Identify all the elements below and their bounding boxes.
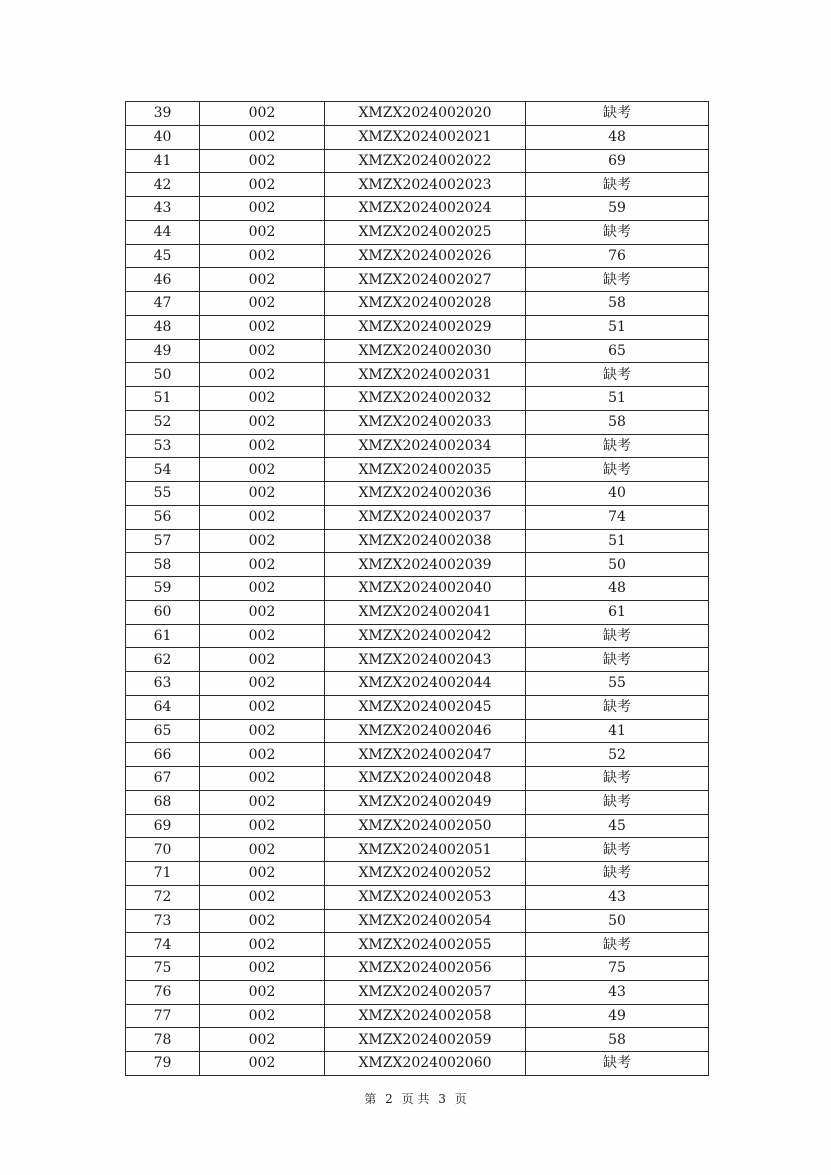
score-cell: 43 xyxy=(526,885,709,909)
table-row xyxy=(126,1028,709,1052)
footer-prefix: 第 xyxy=(364,1092,377,1106)
group-code-cell: 002 xyxy=(200,268,325,292)
table-row xyxy=(126,125,709,149)
row-index-cell: 66 xyxy=(126,743,200,767)
group-code-cell: 002 xyxy=(200,173,325,197)
group-code-cell: 002 xyxy=(200,862,325,886)
table-row xyxy=(126,933,709,957)
score-cell: 缺考 xyxy=(526,790,709,814)
score-cell: 缺考 xyxy=(526,767,709,791)
table-row xyxy=(126,743,709,767)
score-cell: 69 xyxy=(526,149,709,173)
row-index-cell: 56 xyxy=(126,505,200,529)
group-code-cell: 002 xyxy=(200,577,325,601)
table-row xyxy=(126,434,709,458)
score-cell: 缺考 xyxy=(526,695,709,719)
exam-id-cell: XMZX2024002041 xyxy=(325,600,526,624)
group-code-cell: 002 xyxy=(200,1052,325,1076)
table-row xyxy=(126,149,709,173)
group-code-cell: 002 xyxy=(200,933,325,957)
table-row xyxy=(126,268,709,292)
row-index-cell: 45 xyxy=(126,244,200,268)
exam-id-cell: XMZX2024002052 xyxy=(325,862,526,886)
group-code-cell: 002 xyxy=(200,885,325,909)
table-row xyxy=(126,767,709,791)
row-index-cell: 69 xyxy=(126,814,200,838)
exam-id-cell: XMZX2024002053 xyxy=(325,885,526,909)
table-row xyxy=(126,719,709,743)
table-row xyxy=(126,315,709,339)
table-row xyxy=(126,980,709,1004)
row-index-cell: 55 xyxy=(126,482,200,506)
group-code-cell: 002 xyxy=(200,957,325,981)
score-cell: 缺考 xyxy=(526,648,709,672)
table-row xyxy=(126,173,709,197)
exam-id-cell: XMZX2024002049 xyxy=(325,790,526,814)
score-cell: 75 xyxy=(526,957,709,981)
exam-id-cell: XMZX2024002044 xyxy=(325,672,526,696)
score-cell: 49 xyxy=(526,1004,709,1028)
group-code-cell: 002 xyxy=(200,292,325,316)
footer-suffix: 页 xyxy=(454,1092,467,1106)
score-cell: 40 xyxy=(526,482,709,506)
table-row xyxy=(126,624,709,648)
exam-id-cell: XMZX2024002048 xyxy=(325,767,526,791)
row-index-cell: 76 xyxy=(126,980,200,1004)
group-code-cell: 002 xyxy=(200,719,325,743)
score-cell: 50 xyxy=(526,553,709,577)
score-cell: 缺考 xyxy=(526,862,709,886)
exam-id-cell: XMZX2024002021 xyxy=(325,125,526,149)
table-row xyxy=(126,814,709,838)
exam-id-cell: XMZX2024002022 xyxy=(325,149,526,173)
footer-current-page: 2 xyxy=(385,1092,393,1106)
score-cell: 74 xyxy=(526,505,709,529)
group-code-cell: 002 xyxy=(200,648,325,672)
exam-id-cell: XMZX2024002039 xyxy=(325,553,526,577)
row-index-cell: 52 xyxy=(126,410,200,434)
exam-id-cell: XMZX2024002051 xyxy=(325,838,526,862)
row-index-cell: 67 xyxy=(126,767,200,791)
exam-id-cell: XMZX2024002031 xyxy=(325,363,526,387)
exam-id-cell: XMZX2024002056 xyxy=(325,957,526,981)
row-index-cell: 72 xyxy=(126,885,200,909)
row-index-cell: 51 xyxy=(126,387,200,411)
table-row xyxy=(126,363,709,387)
group-code-cell: 002 xyxy=(200,672,325,696)
group-code-cell: 002 xyxy=(200,790,325,814)
score-cell: 缺考 xyxy=(526,624,709,648)
exam-id-cell: XMZX2024002033 xyxy=(325,410,526,434)
table-row xyxy=(126,387,709,411)
score-cell: 51 xyxy=(526,315,709,339)
table-row xyxy=(126,553,709,577)
exam-id-cell: XMZX2024002038 xyxy=(325,529,526,553)
exam-id-cell: XMZX2024002025 xyxy=(325,220,526,244)
group-code-cell: 002 xyxy=(200,505,325,529)
score-cell: 缺考 xyxy=(526,363,709,387)
group-code-cell: 002 xyxy=(200,315,325,339)
score-cell: 51 xyxy=(526,387,709,411)
group-code-cell: 002 xyxy=(200,339,325,363)
score-cell: 缺考 xyxy=(526,102,709,126)
page-footer xyxy=(0,1090,831,1107)
group-code-cell: 002 xyxy=(200,814,325,838)
scores-table xyxy=(125,101,709,1076)
score-cell: 43 xyxy=(526,980,709,1004)
table-row xyxy=(126,1052,709,1076)
table-row xyxy=(126,838,709,862)
row-index-cell: 79 xyxy=(126,1052,200,1076)
row-index-cell: 40 xyxy=(126,125,200,149)
row-index-cell: 73 xyxy=(126,909,200,933)
table-row xyxy=(126,672,709,696)
row-index-cell: 70 xyxy=(126,838,200,862)
score-cell: 缺考 xyxy=(526,268,709,292)
exam-id-cell: XMZX2024002032 xyxy=(325,387,526,411)
score-cell: 52 xyxy=(526,743,709,767)
row-index-cell: 75 xyxy=(126,957,200,981)
table-row xyxy=(126,339,709,363)
group-code-cell: 002 xyxy=(200,909,325,933)
table-row xyxy=(126,197,709,221)
table-row xyxy=(126,244,709,268)
score-cell: 缺考 xyxy=(526,1052,709,1076)
group-code-cell: 002 xyxy=(200,743,325,767)
exam-id-cell: XMZX2024002046 xyxy=(325,719,526,743)
exam-id-cell: XMZX2024002020 xyxy=(325,102,526,126)
table-row xyxy=(126,102,709,126)
group-code-cell: 002 xyxy=(200,838,325,862)
table-row xyxy=(126,505,709,529)
row-index-cell: 60 xyxy=(126,600,200,624)
exam-id-cell: XMZX2024002026 xyxy=(325,244,526,268)
exam-id-cell: XMZX2024002023 xyxy=(325,173,526,197)
exam-id-cell: XMZX2024002050 xyxy=(325,814,526,838)
group-code-cell: 002 xyxy=(200,767,325,791)
row-index-cell: 58 xyxy=(126,553,200,577)
row-index-cell: 74 xyxy=(126,933,200,957)
group-code-cell: 002 xyxy=(200,458,325,482)
score-cell: 58 xyxy=(526,292,709,316)
footer-total-pages: 3 xyxy=(438,1092,446,1106)
row-index-cell: 68 xyxy=(126,790,200,814)
group-code-cell: 002 xyxy=(200,695,325,719)
group-code-cell: 002 xyxy=(200,624,325,648)
exam-id-cell: XMZX2024002059 xyxy=(325,1028,526,1052)
row-index-cell: 65 xyxy=(126,719,200,743)
score-cell: 缺考 xyxy=(526,220,709,244)
exam-id-cell: XMZX2024002042 xyxy=(325,624,526,648)
score-cell: 55 xyxy=(526,672,709,696)
group-code-cell: 002 xyxy=(200,387,325,411)
exam-id-cell: XMZX2024002036 xyxy=(325,482,526,506)
exam-id-cell: XMZX2024002043 xyxy=(325,648,526,672)
table-row xyxy=(126,220,709,244)
exam-id-cell: XMZX2024002029 xyxy=(325,315,526,339)
score-cell: 48 xyxy=(526,577,709,601)
row-index-cell: 48 xyxy=(126,315,200,339)
group-code-cell: 002 xyxy=(200,102,325,126)
exam-id-cell: XMZX2024002055 xyxy=(325,933,526,957)
exam-id-cell: XMZX2024002057 xyxy=(325,980,526,1004)
score-cell: 缺考 xyxy=(526,933,709,957)
table-row xyxy=(126,885,709,909)
table-row xyxy=(126,909,709,933)
row-index-cell: 57 xyxy=(126,529,200,553)
row-index-cell: 78 xyxy=(126,1028,200,1052)
footer-middle: 页 共 xyxy=(401,1092,430,1106)
score-cell: 48 xyxy=(526,125,709,149)
group-code-cell: 002 xyxy=(200,482,325,506)
score-cell: 59 xyxy=(526,197,709,221)
row-index-cell: 62 xyxy=(126,648,200,672)
row-index-cell: 53 xyxy=(126,434,200,458)
exam-id-cell: XMZX2024002054 xyxy=(325,909,526,933)
score-cell: 58 xyxy=(526,410,709,434)
row-index-cell: 39 xyxy=(126,102,200,126)
score-cell: 缺考 xyxy=(526,838,709,862)
row-index-cell: 63 xyxy=(126,672,200,696)
table-row xyxy=(126,695,709,719)
group-code-cell: 002 xyxy=(200,197,325,221)
table-row xyxy=(126,1004,709,1028)
exam-id-cell: XMZX2024002027 xyxy=(325,268,526,292)
group-code-cell: 002 xyxy=(200,363,325,387)
row-index-cell: 49 xyxy=(126,339,200,363)
exam-id-cell: XMZX2024002037 xyxy=(325,505,526,529)
group-code-cell: 002 xyxy=(200,553,325,577)
row-index-cell: 43 xyxy=(126,197,200,221)
score-cell: 50 xyxy=(526,909,709,933)
exam-id-cell: XMZX2024002034 xyxy=(325,434,526,458)
group-code-cell: 002 xyxy=(200,220,325,244)
score-cell: 缺考 xyxy=(526,434,709,458)
row-index-cell: 54 xyxy=(126,458,200,482)
row-index-cell: 77 xyxy=(126,1004,200,1028)
table-row xyxy=(126,577,709,601)
row-index-cell: 47 xyxy=(126,292,200,316)
table-row xyxy=(126,482,709,506)
group-code-cell: 002 xyxy=(200,529,325,553)
score-cell: 缺考 xyxy=(526,458,709,482)
row-index-cell: 71 xyxy=(126,862,200,886)
group-code-cell: 002 xyxy=(200,980,325,1004)
score-cell: 65 xyxy=(526,339,709,363)
score-cell: 61 xyxy=(526,600,709,624)
exam-id-cell: XMZX2024002047 xyxy=(325,743,526,767)
score-cell: 58 xyxy=(526,1028,709,1052)
row-index-cell: 50 xyxy=(126,363,200,387)
score-cell: 76 xyxy=(526,244,709,268)
exam-id-cell: XMZX2024002030 xyxy=(325,339,526,363)
exam-id-cell: XMZX2024002045 xyxy=(325,695,526,719)
row-index-cell: 61 xyxy=(126,624,200,648)
exam-id-cell: XMZX2024002028 xyxy=(325,292,526,316)
scores-table-body xyxy=(126,102,709,1076)
score-cell: 缺考 xyxy=(526,173,709,197)
table-row xyxy=(126,600,709,624)
row-index-cell: 59 xyxy=(126,577,200,601)
row-index-cell: 44 xyxy=(126,220,200,244)
group-code-cell: 002 xyxy=(200,149,325,173)
table-row xyxy=(126,458,709,482)
table-row xyxy=(126,957,709,981)
group-code-cell: 002 xyxy=(200,600,325,624)
group-code-cell: 002 xyxy=(200,244,325,268)
row-index-cell: 64 xyxy=(126,695,200,719)
score-cell: 51 xyxy=(526,529,709,553)
group-code-cell: 002 xyxy=(200,410,325,434)
table-row xyxy=(126,790,709,814)
score-cell: 41 xyxy=(526,719,709,743)
table-row xyxy=(126,648,709,672)
table-row xyxy=(126,862,709,886)
group-code-cell: 002 xyxy=(200,125,325,149)
exam-id-cell: XMZX2024002058 xyxy=(325,1004,526,1028)
exam-id-cell: XMZX2024002024 xyxy=(325,197,526,221)
row-index-cell: 46 xyxy=(126,268,200,292)
table-row xyxy=(126,410,709,434)
table-row xyxy=(126,529,709,553)
score-cell: 45 xyxy=(526,814,709,838)
group-code-cell: 002 xyxy=(200,1028,325,1052)
row-index-cell: 41 xyxy=(126,149,200,173)
exam-id-cell: XMZX2024002040 xyxy=(325,577,526,601)
table-row xyxy=(126,292,709,316)
group-code-cell: 002 xyxy=(200,1004,325,1028)
row-index-cell: 42 xyxy=(126,173,200,197)
group-code-cell: 002 xyxy=(200,434,325,458)
exam-id-cell: XMZX2024002060 xyxy=(325,1052,526,1076)
exam-id-cell: XMZX2024002035 xyxy=(325,458,526,482)
